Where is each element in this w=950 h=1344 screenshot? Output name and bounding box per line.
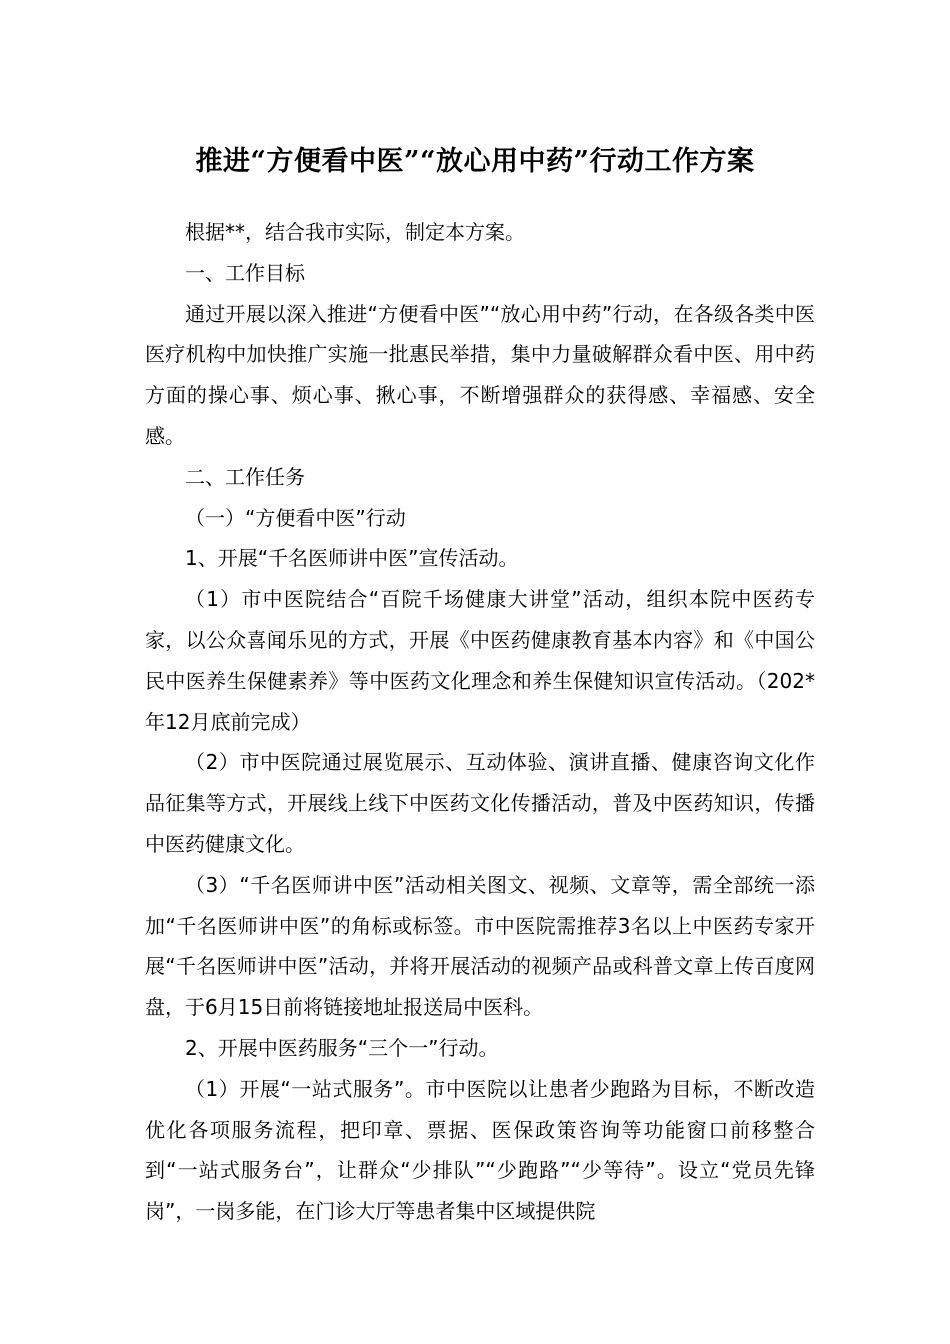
- item-2-heading: 2、开展中医药服务“三个一”行动。: [185, 1035, 499, 1060]
- heading-work-goals: 一、工作目标: [185, 260, 305, 285]
- paragraph-goals: 通过开展以深入推进“方便看中医”“放心用中药”行动，在各级各类中医医疗机构中加快推广实施一批惠民举措，集中力量破解群众看中医、用中药方面的操心事、烦心事、揪心事，不断增强群众的获得感、幸福感、安全感。: [145, 301, 815, 448]
- document-body: [145, 212, 815, 1232]
- document-title: 推进“方便看中医”“放心用中药”行动工作方案: [195, 146, 755, 177]
- heading-work-tasks: 二、工作任务: [185, 464, 305, 489]
- item-1-3: （3）“千名医师讲中医”活动相关图文、视频、文章等，需全部统一添加“千名医师讲中医”的角标或标签。市中医院需推荐3名以上中医药专家开展“千名医师讲中医”活动，并将开展活动的视频产品或科普文章上传百度网盘，于6月15日前将链接地址报送局中医科。: [145, 872, 815, 1020]
- paragraph-intro: 根据**，结合我市实际，制定本方案。: [185, 220, 525, 244]
- item-2-1: （1）开展“一站式服务”。市中医院以让患者少跑路为目标，不断改造优化各项服务流程，把印章、票据、医保政策咨询等功能窗口前移整合到“一站式服务台”，让群众“少排队”“少跑路”“少等待”。设立“党员先锋岗”，一岗多能，在门诊大厅等患者集中区域提供院: [145, 1076, 815, 1224]
- item-1-heading: 1、开展“千名医师讲中医”宣传活动。: [185, 546, 519, 571]
- item-1-2: （2）市中医院通过展览展示、互动体验、演讲直播、健康咨询文化作品征集等方式，开展线上线下中医药文化传播活动，普及中医药知识，传播中医药健康文化。: [145, 750, 815, 856]
- subheading-convenient-tcm: （一）“方便看中医”行动: [185, 505, 406, 530]
- item-1-1: （1）市中医院结合“百院千场健康大讲堂”活动，组织本院中医药专家，以公众喜闻乐见的方式，开展《中医药健康教育基本内容》和《中国公民中医养生保健素养》等中医药文化理念和养生保健知识宣传活动。（202*年12月底前完成）: [145, 587, 815, 734]
